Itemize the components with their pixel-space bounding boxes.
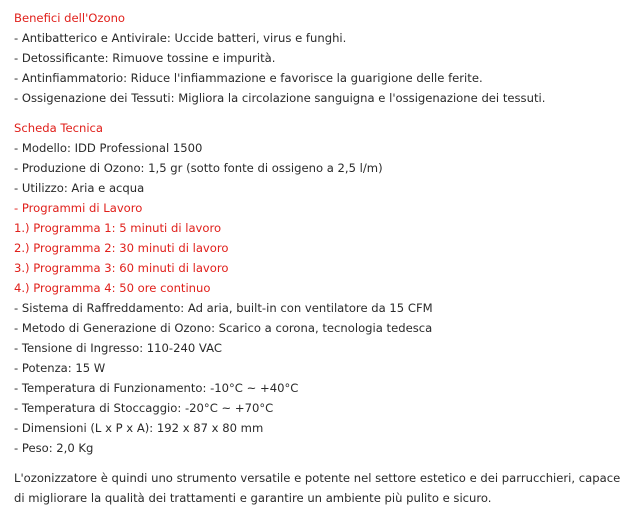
benefit-item: - Antibatterico e Antivirale: Uccide batteri, virus e funghi. — [14, 31, 347, 45]
spec-item: - Potenza: 15 W — [14, 361, 106, 375]
benefits-heading: Benefici dell'Ozono — [14, 11, 126, 25]
section-spacer — [14, 458, 621, 468]
spec-item: - Metodo di Generazione di Ozono: Scarico a corona, tecnologia tedesca — [14, 321, 433, 335]
program-item: 4.) Programma 4: 50 ore continuo — [14, 281, 211, 295]
benefit-item: - Detossificante: Rimuove tossine e impurità. — [14, 51, 276, 65]
program-item: 1.) Programma 1: 5 minuti di lavoro — [14, 221, 222, 235]
spec-item: - Sistema di Raffreddamento: Ad aria, built-in con ventilatore da 15 CFM — [14, 301, 433, 315]
spec-item: - Utilizzo: Aria e acqua — [14, 181, 145, 195]
section-spacer — [14, 108, 621, 118]
spec-item: - Temperatura di Stoccaggio: -20°C ~ +70°C — [14, 401, 274, 415]
program-item: 2.) Programma 2: 30 minuti di lavoro — [14, 241, 229, 255]
benefit-item: - Ossigenazione dei Tessuti: Migliora la circolazione sanguigna e l'ossigenazione dei tessuti. — [14, 91, 546, 105]
conclusion-paragraph: L'ozonizzatore è quindi uno strumento versatile e potente nel settore estetico e dei parrucchieri, capace di migliorare la qualità dei trattamenti e garantire un ambiente più pulito e sicuro. — [14, 471, 621, 505]
spec-item: - Tensione di Ingresso: 110-240 VAC — [14, 341, 222, 355]
program-item: 3.) Programma 3: 60 minuti di lavoro — [14, 261, 229, 275]
specs-heading: Scheda Tecnica — [14, 121, 104, 135]
spec-item: - Temperatura di Funzionamento: -10°C ~ +40°C — [14, 381, 299, 395]
spec-item: - Dimensioni (L x P x A): 192 x 87 x 80 mm — [14, 421, 264, 435]
benefit-item: - Antinfiammatorio: Riduce l'infiammazione e favorisce la guarigione delle ferite. — [14, 71, 483, 85]
programs-heading: - Programmi di Lavoro — [14, 201, 143, 215]
spec-item: - Produzione di Ozono: 1,5 gr (sotto fonte di ossigeno a 2,5 l/m) — [14, 161, 383, 175]
spec-item: - Peso: 2,0 Kg — [14, 441, 94, 455]
spec-item: - Modello: IDD Professional 1500 — [14, 141, 203, 155]
